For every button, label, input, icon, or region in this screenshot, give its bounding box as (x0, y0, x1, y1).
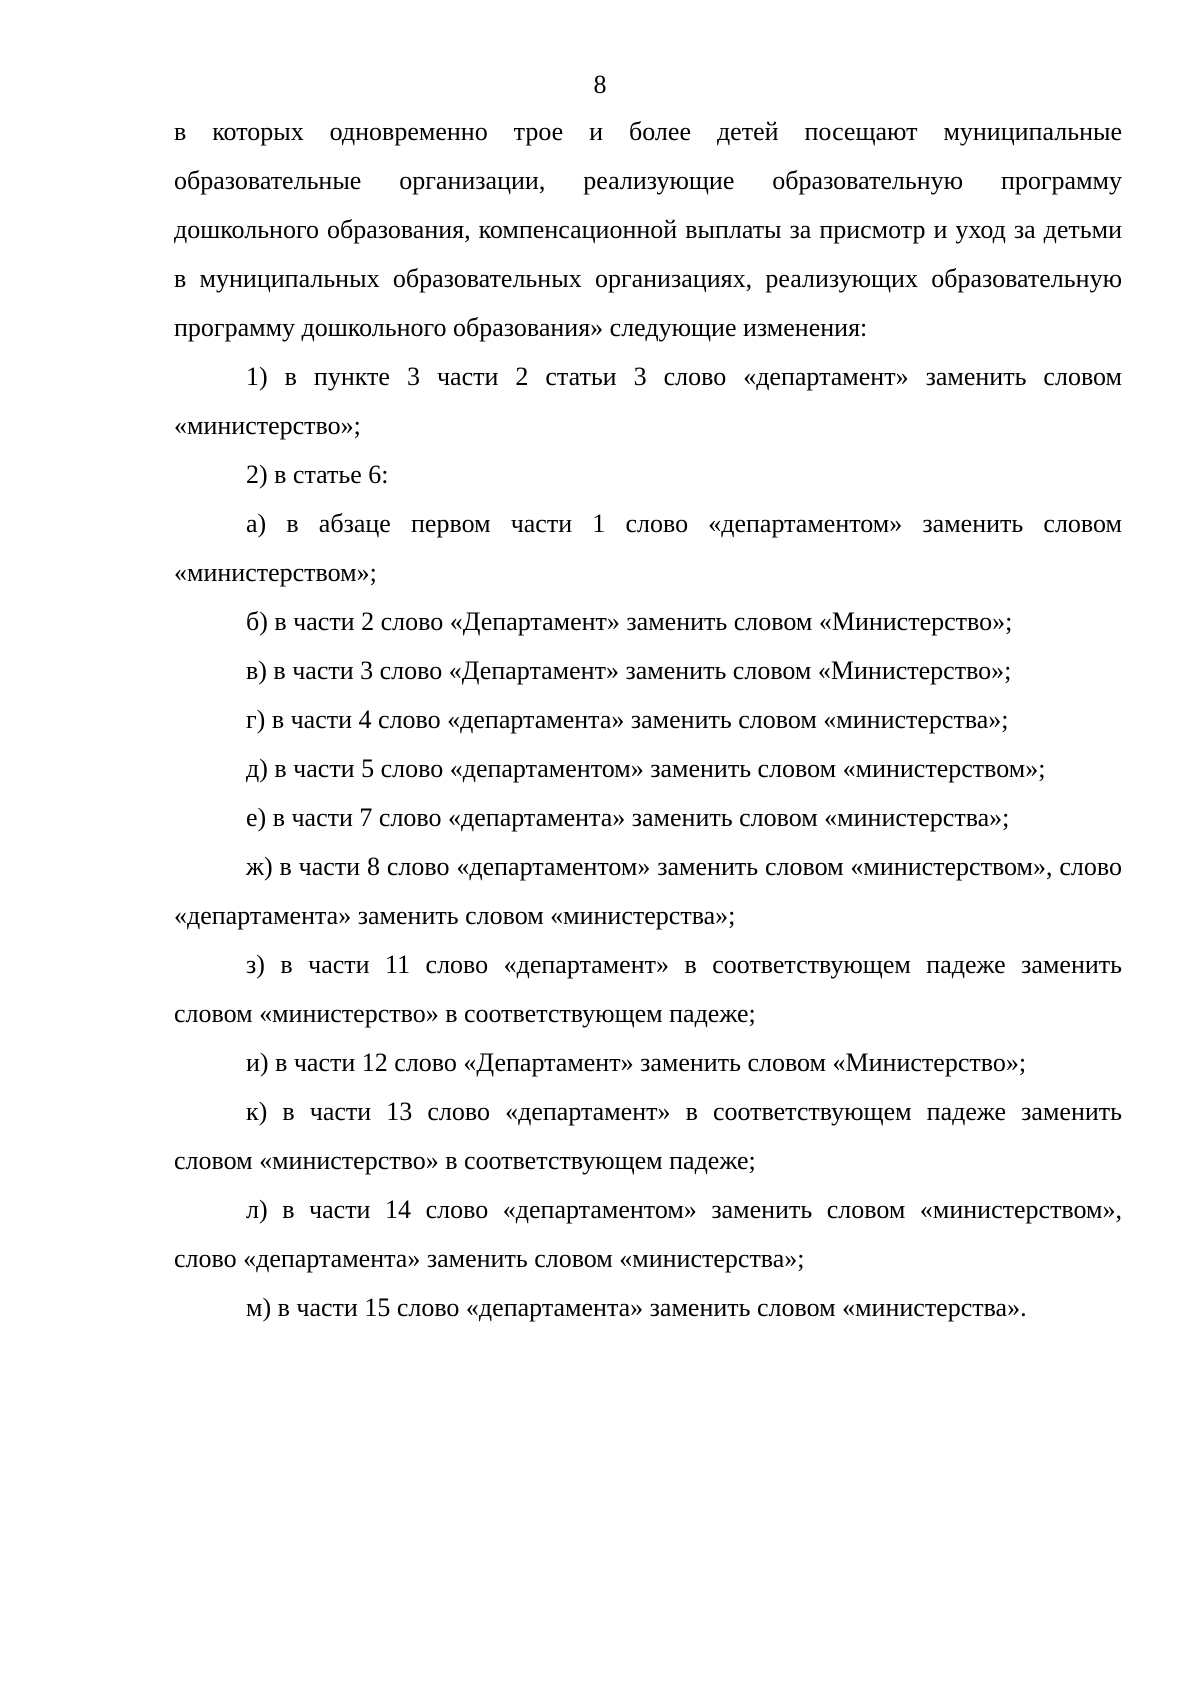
paragraph-subitem-e: е) в части 7 слово «департамента» заменить словом «министерства»; (246, 803, 1010, 832)
document-body (174, 107, 1122, 1332)
paragraph-item-1: 1) в пункте 3 части 2 статьи 3 слово «департамент» заменить словом «министерство»; (174, 362, 1122, 440)
paragraph-item-2: 2) в статье 6: (246, 460, 389, 489)
page-number: 8 (593, 70, 607, 99)
paragraph-subitem-k: к) в части 13 слово «департамент» в соответствующем падеже заменить словом «министерство» в соответствующем падеже; (174, 1097, 1122, 1175)
paragraph-subitem-z: з) в части 11 слово «департамент» в соответствующем падеже заменить словом «министерство» в соответствующем падеже; (174, 950, 1122, 1028)
paragraph-subitem-i: и) в части 12 слово «Департамент» заменить словом «Министерство»; (246, 1048, 1027, 1077)
paragraph-subitem-l: л) в части 14 слово «департаментом» заменить словом «министерством», слово «департамента» заменить словом «министерства»; (174, 1195, 1122, 1273)
paragraph-subitem-zh: ж) в части 8 слово «департаментом» заменить словом «министерством», слово «департамента» заменить словом «министерства»; (174, 852, 1122, 930)
paragraph-subitem-d: д) в части 5 слово «департаментом» заменить словом «министерством»; (246, 754, 1046, 783)
paragraph-subitem-v: в) в части 3 слово «Департамент» заменить словом «Министерство»; (246, 656, 1012, 685)
paragraph-subitem-a: а) в абзаце первом части 1 слово «департаментом» заменить словом «министерством»; (174, 509, 1122, 587)
paragraph-subitem-b: б) в части 2 слово «Департамент» заменить словом «Министерство»; (246, 607, 1013, 636)
paragraph-subitem-g: г) в части 4 слово «департамента» заменить словом «министерства»; (246, 705, 1009, 734)
paragraph-subitem-m: м) в части 15 слово «департамента» заменить словом «министерства». (246, 1293, 1027, 1322)
paragraph-intro-continuation: в которых одновременно трое и более детей посещают муниципальные образовательные организации, реализующие образовательную программу дошкольного образования, компенсационной выплаты за присмотр и уход за детьми в муниципальных образовательных организациях, реализующих образовательную программу дошкольного образования» следующие изменения: (174, 117, 1122, 342)
